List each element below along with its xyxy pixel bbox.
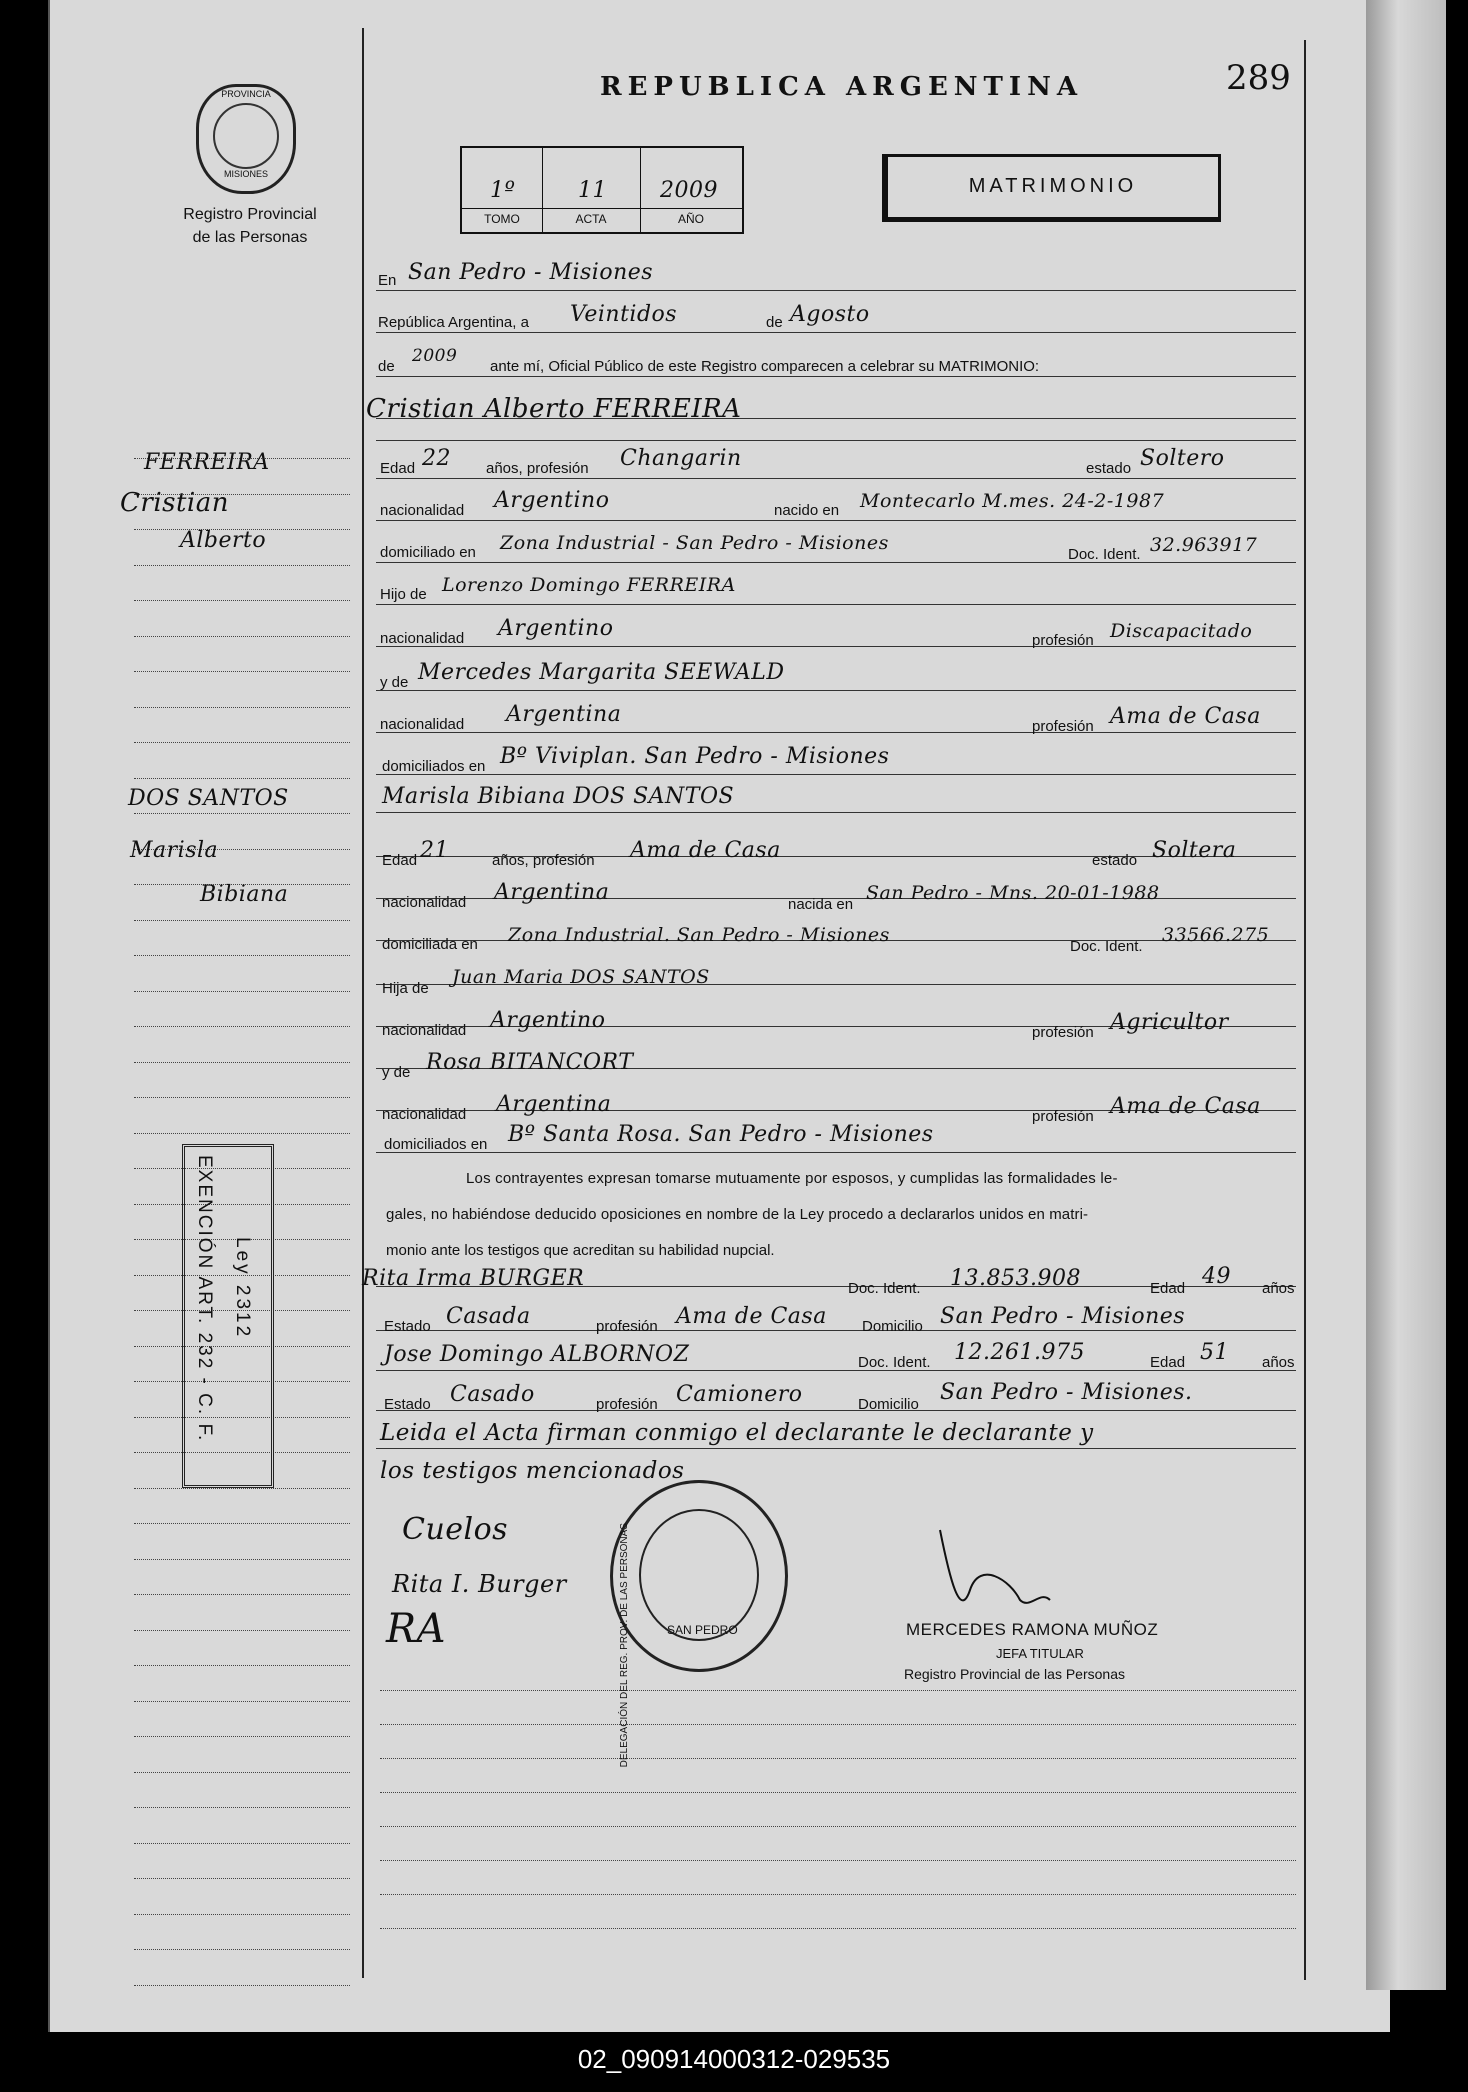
form-rule-line bbox=[376, 604, 1296, 605]
margin-dotted-line bbox=[134, 1772, 350, 1773]
form-rule-line bbox=[376, 376, 1296, 377]
dia-value: Veintidos bbox=[570, 302, 678, 327]
margin-dotted-line bbox=[134, 1914, 350, 1915]
witness2-edad: 51 bbox=[1200, 1340, 1229, 1365]
bottom-dotted-line bbox=[380, 1758, 1296, 1759]
witness1-profesion-label: profesión bbox=[596, 1318, 658, 1335]
anio-written: 2009 bbox=[412, 346, 458, 366]
form-rule-line bbox=[376, 290, 1296, 291]
bride-dom-label: domiciliada en bbox=[382, 936, 478, 953]
closing-line1: Leida el Acta firman conmigo el declarante le declarante y bbox=[380, 1420, 1094, 1446]
exemption-stamp bbox=[182, 1144, 274, 1488]
tomo-label: TOMO bbox=[484, 212, 520, 226]
witness1-profesion: Ama de Casa bbox=[676, 1304, 827, 1329]
seal-inner-ring bbox=[639, 1509, 759, 1641]
margin-dotted-line bbox=[134, 1701, 350, 1702]
bride-nacida: San Pedro - Mns. 20-01-1988 bbox=[866, 882, 1160, 904]
witness1-doc: 13.853.908 bbox=[950, 1266, 1081, 1291]
witness2-estado-label: Estado bbox=[384, 1396, 431, 1413]
groom-dom: Zona Industrial - San Pedro - Misiones bbox=[500, 532, 889, 554]
margin-dotted-line bbox=[134, 1736, 350, 1737]
groom-dom-label: domiciliado en bbox=[380, 544, 476, 561]
margin-dotted-line bbox=[134, 1985, 350, 1986]
groom-father-prof: Discapacitado bbox=[1110, 620, 1253, 642]
margin-dotted-line bbox=[134, 1559, 350, 1560]
margin-dotted-line bbox=[134, 636, 350, 637]
witness1-dom: San Pedro - Misiones bbox=[940, 1304, 1186, 1329]
bride-edad: 21 bbox=[420, 838, 449, 863]
groom-yde-label: y de bbox=[380, 674, 409, 691]
groom-father-nac: Argentino bbox=[498, 616, 614, 641]
bottom-dotted-line bbox=[380, 1826, 1296, 1827]
margin-dotted-line bbox=[134, 742, 350, 743]
margin-dotted-line bbox=[134, 991, 350, 992]
scan-id: 02_090914000312-029535 bbox=[577, 2044, 891, 2074]
bride-parents-dom-label: domiciliados en bbox=[384, 1136, 488, 1153]
margin-dotted-line bbox=[134, 1523, 350, 1524]
seal-ring-text: DELEGACIÓN DEL REG. PROV. DE LAS PERSONAS bbox=[619, 1523, 630, 1768]
groom-doc-label: Doc. Ident. bbox=[1068, 546, 1141, 563]
bride-yde-label: y de bbox=[382, 1064, 411, 1081]
bride-margin-first: Marisla bbox=[130, 838, 219, 863]
en-label: En bbox=[378, 272, 397, 289]
groom-edad: 22 bbox=[422, 446, 451, 471]
form-rule-line bbox=[376, 1330, 1296, 1331]
bride-estado-label: estado bbox=[1092, 852, 1138, 869]
bride-parents-dom: Bº Santa Rosa. San Pedro - Misiones bbox=[508, 1122, 934, 1147]
witness1-edad-label: Edad bbox=[1150, 1280, 1186, 1297]
emblem-inner-icon bbox=[213, 103, 279, 169]
bottom-dotted-line bbox=[380, 1724, 1296, 1725]
margin-rule bbox=[362, 28, 364, 1978]
signature-bride: RA bbox=[386, 1606, 447, 1652]
groom-mother: Mercedes Margarita SEEWALD bbox=[418, 660, 785, 685]
bride-mother: Rosa BITANCORT bbox=[426, 1050, 634, 1075]
declaration-line3: monio ante los testigos que acreditan su habilidad nupcial. bbox=[386, 1242, 775, 1259]
groom-father: Lorenzo Domingo FERREIRA bbox=[442, 574, 736, 596]
witness1-anios-label: años bbox=[1262, 1280, 1295, 1297]
witness1-doc-label: Doc. Ident. bbox=[848, 1280, 921, 1297]
officer-name: MERCEDES RAMONA MUÑOZ bbox=[906, 1620, 1159, 1639]
margin-dotted-line bbox=[134, 1630, 350, 1631]
margin-dotted-line bbox=[134, 955, 350, 956]
bride-father-prof: Agricultor bbox=[1110, 1010, 1229, 1035]
margin-dotted-line bbox=[134, 778, 350, 779]
closing-line2: los testigos mencionados bbox=[380, 1458, 685, 1484]
bride-mother-prof: Ama de Casa bbox=[1110, 1094, 1261, 1119]
bottom-dotted-line bbox=[380, 1792, 1296, 1793]
emblem-bottom-text: MISIONES bbox=[223, 169, 268, 179]
declaration-line2: gales, no habiéndose deducido oposiciones en nombre de la Ley procedo a declararlos unidos en matri- bbox=[386, 1206, 1089, 1223]
groom-nacido-label: nacido en bbox=[774, 502, 840, 519]
signature-officer bbox=[930, 1520, 1060, 1630]
bride-margin-surname: DOS SANTOS bbox=[128, 786, 289, 811]
form-rule-line bbox=[376, 1448, 1296, 1449]
form-rule-line bbox=[376, 690, 1296, 691]
exemption-stamp-text: EXENCIÓN ART. 232 - C. F. bbox=[194, 1155, 215, 1443]
groom-margin-surname: FERREIRA bbox=[144, 450, 270, 475]
groom-profesion-label: años, profesión bbox=[486, 460, 589, 477]
margin-dotted-line bbox=[134, 1133, 350, 1134]
bride-mother-nac-label: nacionalidad bbox=[382, 1106, 467, 1123]
form-rule-line bbox=[376, 562, 1296, 563]
margin-dotted-line bbox=[134, 1807, 350, 1808]
bride-full-name: Marisla Bibiana DOS SANTOS bbox=[382, 784, 735, 809]
bride-profesion: Ama de Casa bbox=[630, 838, 781, 863]
provincial-emblem bbox=[196, 84, 296, 194]
en-value: San Pedro - Misiones bbox=[408, 260, 654, 285]
margin-dotted-line bbox=[134, 707, 350, 708]
tomo-value: 1º bbox=[490, 178, 516, 203]
form-rule-line bbox=[376, 646, 1296, 647]
groom-parents-dom: Bº Viviplan. San Pedro - Misiones bbox=[500, 744, 890, 769]
form-rule-line bbox=[376, 812, 1296, 813]
groom-mother-nac: Argentina bbox=[506, 702, 622, 727]
declaration-line1: Los contrayentes expresan tomarse mutuamente por esposos, y cumplidas las formalidades le- bbox=[466, 1170, 1118, 1187]
bride-nac: Argentina bbox=[494, 880, 610, 905]
groom-margin-middle: Alberto bbox=[180, 528, 267, 553]
groom-margin-first: Cristian bbox=[120, 488, 229, 518]
groom-hijo-label: Hijo de bbox=[380, 586, 427, 603]
page-edge bbox=[1366, 0, 1446, 1990]
groom-full-name: Cristian Alberto FERREIRA bbox=[366, 394, 742, 424]
bride-margin-middle: Bibiana bbox=[200, 882, 289, 907]
bride-estado: Soltera bbox=[1152, 838, 1237, 863]
witness2-profesion-label: profesión bbox=[596, 1396, 658, 1413]
bride-doc: 33566.275 bbox=[1162, 924, 1270, 946]
margin-dotted-line bbox=[134, 671, 350, 672]
margin-dotted-line bbox=[134, 1062, 350, 1063]
witness1-edad: 49 bbox=[1202, 1264, 1231, 1289]
anio-value: 2009 bbox=[660, 178, 718, 203]
margin-dotted-line bbox=[134, 813, 350, 814]
de-label: de bbox=[766, 314, 783, 331]
margin-dotted-line bbox=[134, 1488, 350, 1489]
bride-nacida-label: nacida en bbox=[788, 896, 854, 913]
record-type-box bbox=[882, 154, 1221, 222]
acta-value: 11 bbox=[578, 178, 607, 203]
bottom-dotted-line bbox=[380, 1928, 1296, 1929]
emblem-top-text: PROVINCIA bbox=[221, 89, 271, 99]
bride-father-prof-label: profesión bbox=[1032, 1024, 1094, 1041]
form-rule-line bbox=[376, 332, 1296, 333]
witness2-name: Jose Domingo ALBORNOZ bbox=[384, 1342, 690, 1367]
intro-text: ante mí, Oficial Público de este Registro comparecen a celebrar su MATRIMONIO: bbox=[490, 358, 1040, 375]
bride-father-nac-label: nacionalidad bbox=[382, 1022, 467, 1039]
bride-dom: Zona Industrial. San Pedro - Misiones bbox=[508, 924, 890, 946]
witness2-dom: San Pedro - Misiones. bbox=[940, 1380, 1193, 1405]
republica-label: República Argentina, a bbox=[378, 314, 529, 331]
signature-witness1: Rita I. Burger bbox=[392, 1570, 567, 1598]
bottom-dotted-line bbox=[380, 1894, 1296, 1895]
registry-round-seal bbox=[610, 1480, 788, 1768]
bride-mother-nac: Argentina bbox=[496, 1092, 612, 1117]
witness2-edad-label: Edad bbox=[1150, 1354, 1186, 1371]
groom-nac: Argentino bbox=[494, 488, 610, 513]
groom-profesion: Changarin bbox=[620, 446, 742, 471]
right-rule bbox=[1304, 40, 1306, 1980]
form-rule-line bbox=[376, 520, 1296, 521]
bride-father: Juan Maria DOS SANTOS bbox=[452, 966, 710, 988]
groom-nac-label: nacionalidad bbox=[380, 502, 465, 519]
form-rule-line bbox=[376, 1152, 1296, 1153]
officer-title: JEFA TITULAR bbox=[996, 1646, 1084, 1661]
witness2-profesion: Camionero bbox=[676, 1382, 803, 1407]
margin-dotted-line bbox=[134, 1026, 350, 1027]
bride-father-nac: Argentino bbox=[490, 1008, 606, 1033]
witness2-anios-label: años bbox=[1262, 1354, 1295, 1371]
margin-dotted-line bbox=[134, 1878, 350, 1879]
form-rule-line bbox=[376, 478, 1296, 479]
anio-label: AÑO bbox=[677, 212, 704, 226]
groom-doc: 32.963917 bbox=[1150, 534, 1258, 556]
seal-bottom-text: SAN PEDRO bbox=[667, 1623, 738, 1637]
form-rule-line bbox=[376, 1410, 1296, 1411]
record-type: MATRIMONIO bbox=[968, 175, 1138, 197]
mes-value: Agosto bbox=[790, 302, 870, 327]
margin-dotted-line bbox=[134, 1665, 350, 1666]
officer-office: Registro Provincial de las Personas bbox=[904, 1666, 1125, 1682]
bride-nac-label: nacionalidad bbox=[382, 894, 467, 911]
witness1-estado-label: Estado bbox=[384, 1318, 431, 1335]
groom-estado-label: estado bbox=[1086, 460, 1132, 477]
registry-name-line2: de las Personas bbox=[192, 229, 308, 246]
groom-edad-label: Edad bbox=[380, 460, 416, 477]
groom-mother-nac-label: nacionalidad bbox=[380, 716, 465, 733]
acta-label: ACTA bbox=[575, 212, 607, 226]
bottom-dotted-line bbox=[380, 1860, 1296, 1861]
bride-profesion-label: años, profesión bbox=[492, 852, 595, 869]
groom-nacido: Montecarlo M.mes. 24-2-1987 bbox=[860, 490, 1165, 512]
margin-dotted-line bbox=[134, 1843, 350, 1844]
witness1-dom-label: Domicilio bbox=[862, 1318, 923, 1335]
page-number: 289 bbox=[1226, 58, 1291, 98]
margin-dotted-line bbox=[134, 1594, 350, 1595]
witness2-doc-label: Doc. Ident. bbox=[858, 1354, 931, 1371]
margin-dotted-line bbox=[134, 1949, 350, 1950]
margin-dotted-line bbox=[134, 920, 350, 921]
form-rule-line bbox=[376, 774, 1296, 775]
bride-hija-label: Hija de bbox=[382, 980, 429, 997]
groom-father-nac-label: nacionalidad bbox=[380, 630, 465, 647]
exemption-stamp-law: Ley 2312 bbox=[232, 1237, 253, 1340]
bride-doc-label: Doc. Ident. bbox=[1070, 938, 1143, 955]
signature-groom: Cuelos bbox=[402, 1512, 509, 1547]
bride-edad-label: Edad bbox=[382, 852, 418, 869]
witness1-estado: Casada bbox=[446, 1304, 531, 1329]
groom-mother-prof-label: profesión bbox=[1032, 718, 1094, 735]
witness2-doc: 12.261.975 bbox=[954, 1340, 1085, 1365]
bottom-dotted-line bbox=[380, 1690, 1296, 1691]
registry-name-line1: Registro Provincial bbox=[183, 206, 317, 223]
witness2-estado: Casado bbox=[450, 1382, 535, 1407]
witness2-dom-label: Domicilio bbox=[858, 1396, 919, 1413]
margin-dotted-line bbox=[134, 600, 350, 601]
country-title: REPUBLICA ARGENTINA bbox=[600, 72, 1084, 102]
groom-estado: Soltero bbox=[1140, 446, 1225, 471]
groom-mother-prof: Ama de Casa bbox=[1110, 704, 1261, 729]
record-number-box bbox=[460, 146, 744, 234]
bride-mother-prof-label: profesión bbox=[1032, 1108, 1094, 1125]
margin-dotted-line bbox=[134, 1097, 350, 1098]
groom-father-prof-label: profesión bbox=[1032, 632, 1094, 649]
witness1-name: Rita Irma BURGER bbox=[362, 1266, 585, 1291]
form-rule-line bbox=[376, 732, 1296, 733]
form-rule-line bbox=[376, 440, 1296, 441]
de2-label: de bbox=[378, 358, 395, 375]
margin-dotted-line bbox=[134, 565, 350, 566]
groom-parents-dom-label: domiciliados en bbox=[382, 758, 486, 775]
